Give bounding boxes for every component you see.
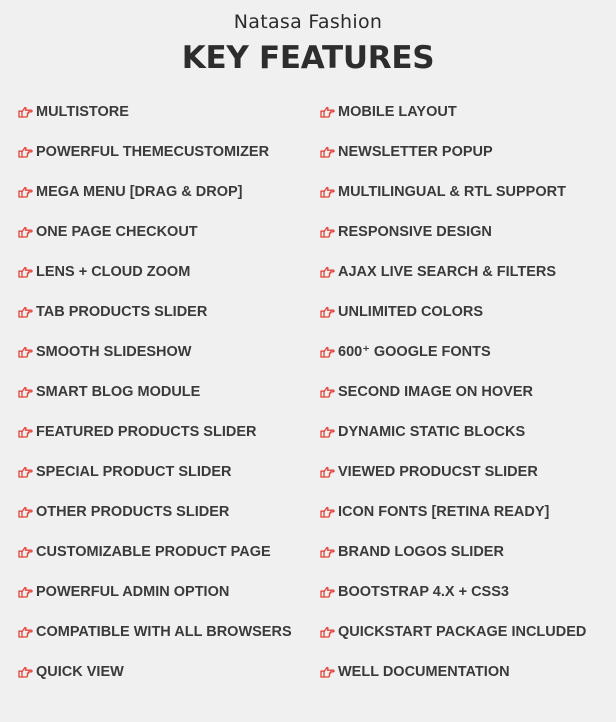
hand-pointing-right-icon [320, 626, 335, 638]
feature-item [18, 292, 318, 332]
feature-item [320, 292, 616, 332]
feature-label: FEATURED PRODUCTS SLIDER [36, 424, 257, 440]
hand-pointing-right-icon [18, 146, 33, 158]
feature-item [18, 492, 318, 532]
feature-item [320, 532, 616, 572]
feature-label: NEWSLETTER POPUP [338, 144, 493, 160]
feature-item [320, 412, 616, 452]
feature-item [18, 572, 318, 612]
feature-item [18, 652, 318, 692]
feature-label: BOOTSTRAP 4.X + CSS3 [338, 584, 509, 600]
feature-item [18, 92, 318, 132]
feature-item [320, 92, 616, 132]
brand-name: Natasa Fashion [233, 11, 383, 33]
hand-pointing-right-icon [320, 546, 335, 558]
feature-label: UNLIMITED COLORS [338, 304, 483, 320]
hand-pointing-right-icon [18, 226, 33, 238]
feature-label: 600⁺ GOOGLE FONTS [338, 344, 491, 360]
hand-pointing-right-icon [320, 106, 335, 118]
feature-item [18, 332, 318, 372]
hand-pointing-right-icon [18, 346, 33, 358]
hand-pointing-right-icon [18, 586, 33, 598]
feature-item [320, 212, 616, 252]
hand-pointing-right-icon [18, 506, 33, 518]
feature-label: RESPONSIVE DESIGN [338, 224, 492, 240]
feature-label: LENS + CLOUD ZOOM [36, 264, 191, 280]
feature-label: MULTISTORE [36, 104, 129, 120]
feature-label: MULTILINGUAL & RTL SUPPORT [338, 184, 566, 200]
hand-pointing-right-icon [320, 346, 335, 358]
feature-label: SECOND IMAGE ON HOVER [338, 384, 533, 400]
hand-pointing-right-icon [320, 386, 335, 398]
feature-label: ICON FONTS [RETINA READY] [338, 504, 550, 520]
feature-item [320, 492, 616, 532]
feature-item [320, 612, 616, 652]
hand-pointing-right-icon [18, 186, 33, 198]
feature-item [320, 452, 616, 492]
feature-label: DYNAMIC STATIC BLOCKS [338, 424, 526, 440]
feature-item [320, 372, 616, 412]
feature-item [320, 652, 616, 692]
feature-label: SMOOTH SLIDESHOW [36, 344, 192, 360]
feature-item [18, 452, 318, 492]
feature-label: TAB PRODUCTS SLIDER [36, 304, 208, 320]
page-title: KEY FEATURES [181, 40, 435, 76]
feature-item [320, 172, 616, 212]
hand-pointing-right-icon [18, 666, 33, 678]
feature-item [18, 172, 318, 212]
features-list-right [320, 92, 616, 692]
feature-label: MEGA MENU [DRAG & DROP] [36, 184, 243, 200]
feature-item [18, 132, 318, 172]
feature-label: CUSTOMIZABLE PRODUCT PAGE [36, 544, 271, 560]
hand-pointing-right-icon [320, 226, 335, 238]
features-list-left [18, 92, 318, 692]
feature-item [18, 372, 318, 412]
hand-pointing-right-icon [18, 306, 33, 318]
hand-pointing-right-icon [320, 586, 335, 598]
feature-item [320, 132, 616, 172]
hand-pointing-right-icon [18, 106, 33, 118]
feature-label: POWERFUL ADMIN OPTION [36, 584, 230, 600]
feature-label: SMART BLOG MODULE [36, 384, 201, 400]
hand-pointing-right-icon [18, 386, 33, 398]
feature-label: SPECIAL PRODUCT SLIDER [36, 464, 232, 480]
feature-label: VIEWED PRODUCST SLIDER [338, 464, 538, 480]
feature-label: OTHER PRODUCTS SLIDER [36, 504, 230, 520]
feature-item [18, 612, 318, 652]
feature-label: ONE PAGE CHECKOUT [36, 224, 198, 240]
hand-pointing-right-icon [18, 546, 33, 558]
feature-label: QUICKSTART PACKAGE INCLUDED [338, 624, 587, 640]
feature-item [320, 572, 616, 612]
feature-label: POWERFUL THEMECUSTOMIZER [36, 144, 270, 160]
feature-item [18, 212, 318, 252]
feature-label: MOBILE LAYOUT [338, 104, 457, 120]
feature-item [320, 332, 616, 372]
hand-pointing-right-icon [18, 626, 33, 638]
hand-pointing-right-icon [320, 266, 335, 278]
hand-pointing-right-icon [320, 506, 335, 518]
hand-pointing-right-icon [18, 466, 33, 478]
feature-item [320, 252, 616, 292]
hand-pointing-right-icon [320, 146, 335, 158]
hand-pointing-right-icon [320, 186, 335, 198]
hand-pointing-right-icon [18, 426, 33, 438]
hand-pointing-right-icon [320, 426, 335, 438]
feature-label: QUICK VIEW [36, 664, 124, 680]
feature-item [18, 532, 318, 572]
feature-item [18, 412, 318, 452]
hand-pointing-right-icon [18, 266, 33, 278]
feature-label: COMPATIBLE WITH ALL BROWSERS [36, 624, 292, 640]
hand-pointing-right-icon [320, 666, 335, 678]
feature-item [18, 252, 318, 292]
feature-label: AJAX LIVE SEARCH & FILTERS [338, 264, 557, 280]
feature-label: WELL DOCUMENTATION [338, 664, 510, 680]
feature-label: BRAND LOGOS SLIDER [338, 544, 504, 560]
hand-pointing-right-icon [320, 466, 335, 478]
hand-pointing-right-icon [320, 306, 335, 318]
